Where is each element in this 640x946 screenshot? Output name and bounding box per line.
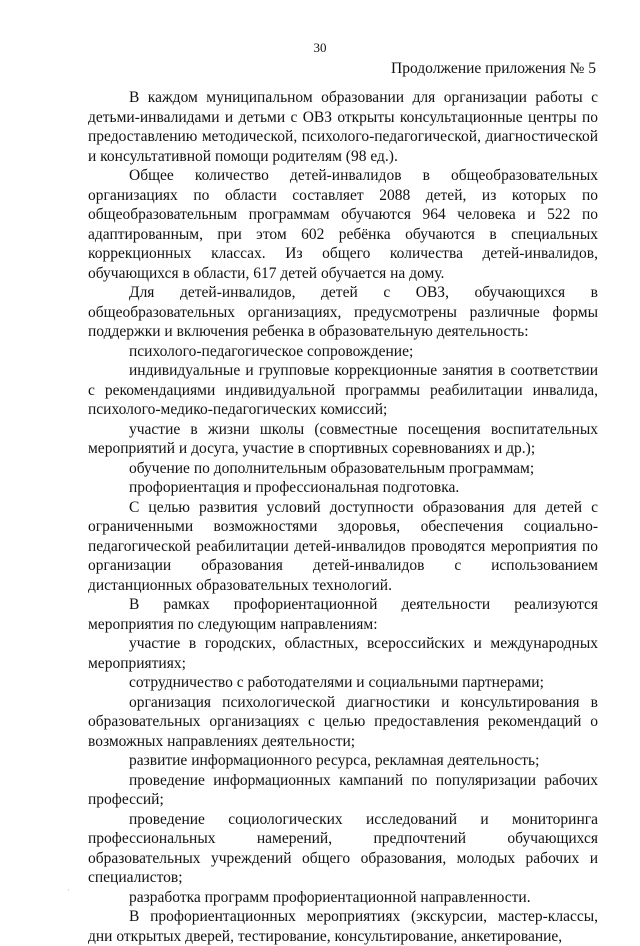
list-item: разработка программ профориентационной направленности. [129, 888, 531, 906]
list-item: проведение информационных кампаний по популяризации рабочих профессий; [88, 771, 598, 808]
scan-speck: · [67, 886, 70, 895]
paragraph: Общее количество детей-инвалидов в общеобразовательных организациях по области составляет 2088 детей, из которых по общеобразовательным программам обучаются 964 человека и 522 по адаптированным, при этом 602 ребёнка обучаются в специальных коррекционных классах. Из общего количества детей-инвалидов, обучающихся в области, 617 детей обучается на дому. [88, 167, 598, 282]
paragraph: В рамках профориентационной деятельности реализуются мероприятия по следующим направлениям: [88, 596, 598, 633]
list-item: обучение по дополнительным образовательным программам; [129, 459, 535, 477]
list-item: профориентация и профессиональная подготовка. [129, 479, 460, 496]
paragraph: В профориентационных мероприятиях (экскурсии, мастер-классы, дни открытых дверей, тестирование, консультирование, анкетирование, [88, 908, 598, 945]
paragraph: С целью развития условий доступности образования для детей с ограниченными возможностями здоровья, обеспечения социально-педагогической реабилитации детей-инвалидов проводятся мероприятия по организации образования детей-инвалидов с использованием дистанционных образовательных технологий. [88, 498, 598, 594]
list-item: участие в городских, областных, всероссийских и международных мероприятиях; [88, 635, 598, 672]
page-number: 30 [313, 40, 327, 55]
appendix-header: Продолжение приложения № 5 [391, 60, 596, 77]
paragraph: В каждом муниципальном образовании для организации работы с детьми-инвалидами и детьми с ОВЗ открыты консультационные центры по предоставлению методической, психолого-педагогической, диагностической и консультативной помощи родителям (98 ед.). [88, 89, 598, 165]
list-item: участие в жизни школы (совместные посещения воспитательных мероприятий и досуга, участие в спортивных соревнованиях и др.); [88, 420, 598, 457]
list-item: сотрудничество с работодателями и социальными партнерами; [129, 674, 544, 691]
list-item: проведение социологических исследований и мониторинга профессиональных намерений, предпочтений обучающихся образовательных учреждений общего образования, молодых рабочих и специалистов; [88, 810, 598, 886]
document-body [88, 88, 598, 946]
list-item: организация психологической диагностики и консультирования в образовательных организациях с целью предоставления рекомендаций о возможных направлениях деятельности; [88, 693, 598, 750]
list-item: индивидуальные и групповые коррекционные занятия в соответствии с рекомендациями индивидуальной программы реабилитации инвалида, психолого-медико-педагогических комиссий; [88, 362, 598, 418]
list-item: развитие информационного ресурса, рекламная деятельность; [129, 752, 540, 769]
list-item: психолого-педагогическое сопровождение; [129, 342, 414, 360]
paragraph: Для детей-инвалидов, детей с ОВЗ, обучающихся в общеобразовательных организациях, предусмотрены различные формы поддержки и включения ребенка в образовательную деятельность: [88, 284, 598, 340]
